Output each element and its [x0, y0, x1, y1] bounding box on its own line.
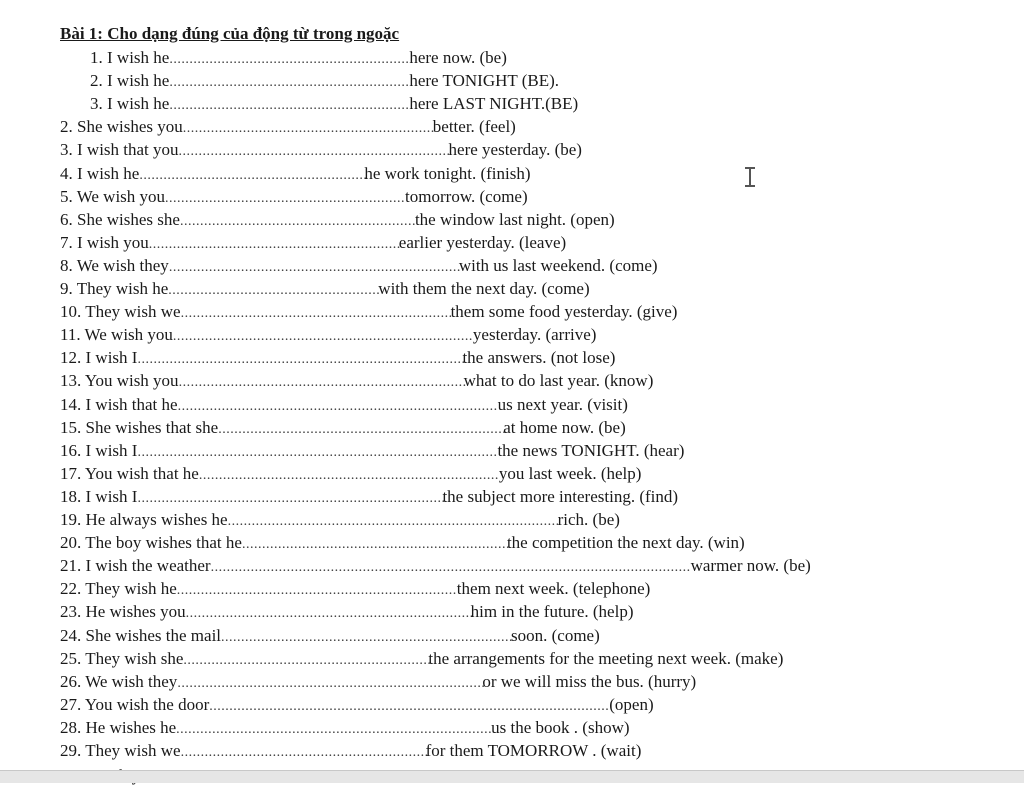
exercise-item [60, 485, 678, 508]
exercise-ending: at home now. (be) [503, 417, 626, 437]
exercise-prompt: 4. I wish he [60, 163, 140, 183]
answer-blank: ........................................................................ [218, 421, 507, 437]
exercise-item [60, 462, 641, 485]
exercise-ending: them next week. (telephone) [456, 579, 651, 599]
answer-blank: ................................................................... [241, 537, 510, 553]
answer-blank: ........................................................................ [185, 606, 474, 622]
exercise-ending: the news TONIGHT. (hear) [497, 440, 685, 460]
exercise-prompt: 7. I wish you [60, 232, 149, 252]
answer-blank: ............................................................................. [177, 675, 486, 691]
answer-blank: ......................................................................... [168, 259, 461, 275]
exercise-prompt: 27. You wish the door [60, 694, 210, 714]
answer-blank: ........................................................................................................................ [210, 560, 691, 576]
answer-blank: ............................................................ [169, 52, 410, 67]
answer-blank: .............................................................. [180, 745, 429, 760]
exercise-item [60, 300, 677, 323]
exercise-item [60, 647, 783, 670]
exercise-ending: tomorrow. (come) [405, 186, 528, 206]
exercise-prompt: 12. I wish I [60, 348, 138, 368]
answer-blank: ........................................................................ [178, 375, 467, 391]
answer-blank: ..................................................... [168, 283, 381, 298]
exercise-item [60, 208, 615, 231]
answer-blank: ...................................................................... [176, 583, 457, 599]
answer-blank: ............................................................................... [176, 721, 493, 737]
exercise-item [90, 92, 578, 115]
exercise-ending: rich. (be) [557, 510, 620, 529]
exercise-ending: yesterday. (arrive) [472, 325, 597, 345]
exercise-item [60, 277, 590, 300]
exercise-item [60, 162, 531, 185]
exercise-prompt: 19. He always wishes he [60, 510, 228, 529]
exercise-title: Bài 1: Cho dạng đúng của động từ trong ngoặc [60, 24, 400, 43]
exercise-ending: us the book . (show) [491, 717, 630, 737]
exercise-prompt: 9. They wish he [60, 279, 169, 298]
exercise-prompt: 21. I wish the weather [60, 556, 211, 576]
exercise-item [60, 624, 600, 647]
exercise-prompt: 17. You wish that he [60, 463, 199, 483]
answer-blank: .................................................................................. [137, 352, 466, 368]
exercise-item [60, 231, 566, 254]
exercise-item [60, 716, 630, 739]
answer-blank: ................................................................................... [227, 514, 560, 529]
answer-blank: ............................................................ [169, 75, 410, 91]
exercise-ending: earlier yesterday. (leave) [398, 232, 567, 252]
answer-blank: ........................................................................... [172, 329, 473, 345]
exercise-prompt: 25. They wish she [60, 648, 184, 668]
exercise-ending: here LAST NIGHT.(BE) [409, 94, 579, 114]
answer-blank: ........................................................... [179, 213, 416, 229]
answer-blank: ............................................................................. [137, 490, 446, 506]
exercise-item [60, 346, 615, 369]
exercise-ending: with us last weekend. (come) [458, 255, 658, 275]
exercise-ending: he work tonight. (finish) [364, 163, 531, 183]
exercise-item [60, 600, 633, 623]
exercise-item [60, 254, 658, 277]
exercise-ending: soon. (come) [511, 625, 600, 645]
exercise-item [90, 69, 559, 92]
answer-blank: .................................................................................................... [209, 698, 610, 714]
answer-blank: ................................................................................ [177, 398, 498, 414]
exercise-prompt: 28. He wishes he [60, 717, 177, 737]
exercise-item [90, 46, 507, 69]
exercise-item [60, 693, 654, 716]
exercise-item [60, 138, 582, 161]
exercise-ending: warmer now. (be) [690, 556, 811, 576]
exercise-item [60, 739, 641, 762]
exercise-ending: here yesterday. (be) [448, 140, 582, 160]
exercise-item [60, 439, 684, 462]
exercise-prompt: 18. I wish I [60, 486, 138, 506]
exercise-prompt: 3. I wish he [90, 94, 170, 114]
exercise-item [60, 323, 596, 346]
exercise-prompt: 2. She wishes you [60, 117, 183, 137]
exercise-prompt: 2. I wish he [90, 71, 170, 91]
exercise-ending: the answers. (not lose) [462, 348, 616, 368]
exercise-ending: the competition the next day. (win) [506, 533, 745, 553]
bottom-scrollbar[interactable] [0, 770, 1024, 783]
exercise-prompt: 29. They wish we [60, 741, 181, 760]
exercise-ending: here now. (be) [409, 48, 507, 67]
exercise-item [60, 115, 516, 138]
exercise-prompt: 10. They wish we [60, 302, 181, 322]
exercise-prompt: 3. I wish that you [60, 140, 179, 160]
answer-blank: ......................................................................... [221, 629, 514, 645]
exercise-ending: what to do last year. (know) [463, 371, 654, 391]
exercise-prompt: 20. The boy wishes that he [60, 533, 242, 553]
exercise-prompt: 5. We wish you [60, 186, 166, 206]
exercise-ending: the window last night. (open) [414, 209, 615, 229]
exercise-ending: him in the future. (help) [470, 602, 634, 622]
answer-blank: ......................................................... [139, 167, 368, 183]
answer-blank: .................................................................... [180, 306, 453, 322]
exercise-prompt: 15. She wishes that she [60, 417, 219, 437]
exercise-prompt: 26. We wish they [60, 671, 178, 691]
exercise-prompt: 13. You wish you [60, 371, 179, 391]
answer-blank: ............................................................... [148, 236, 401, 252]
answer-blank: ............................................................ [165, 190, 406, 206]
exercise-item [60, 369, 653, 392]
answer-blank: ............................................................... [182, 121, 435, 137]
exercise-ending: with them the next day. (come) [378, 279, 590, 298]
exercise-prompt: 16. I wish I [60, 440, 138, 460]
exercise-ending: the arrangements for the meeting next week. (make) [428, 648, 784, 668]
exercise-ending: (open) [609, 694, 654, 714]
exercise-ending: or we will miss the bus. (hurry) [482, 671, 697, 691]
exercise-item [60, 416, 626, 439]
exercise-ending: the subject more interesting. (find) [442, 486, 679, 506]
exercise-item [60, 531, 745, 554]
answer-blank: .................................................................... [178, 144, 451, 160]
exercise-prompt: 23. He wishes you [60, 602, 186, 622]
exercise-prompt: 8. We wish they [60, 255, 169, 275]
answer-blank: ............................................................ [169, 98, 410, 114]
exercise-ending: here TONIGHT (BE). [409, 71, 559, 91]
answer-blank: .......................................................................................... [137, 444, 498, 460]
exercise-item [60, 393, 628, 416]
answer-blank: ........................................................................... [198, 467, 499, 483]
exercise-prompt: 1. I wish he [90, 48, 170, 67]
exercise-item [60, 577, 650, 600]
exercise-ending: us next year. (visit) [497, 394, 628, 414]
exercise-prompt: 14. I wish that he [60, 394, 178, 414]
answer-blank: .............................................................. [183, 652, 432, 668]
text-cursor-icon [744, 166, 756, 188]
exercise-ending: them some food yesterday. (give) [450, 302, 678, 322]
exercise-ending: for them TOMORROW . (wait) [425, 741, 642, 760]
exercise-item [60, 508, 620, 531]
exercise-ending: you last week. (help) [498, 463, 642, 483]
exercise-prompt: 24. She wishes the mail [60, 625, 222, 645]
exercise-item [60, 670, 696, 693]
exercise-item [60, 185, 528, 208]
exercise-ending: better. (feel) [432, 117, 516, 137]
exercise-prompt: 11. We wish you [60, 325, 173, 345]
exercise-prompt: 6. She wishes she [60, 209, 180, 229]
exercise-prompt: 22. They wish he [60, 579, 177, 599]
exercise-item [60, 554, 811, 577]
